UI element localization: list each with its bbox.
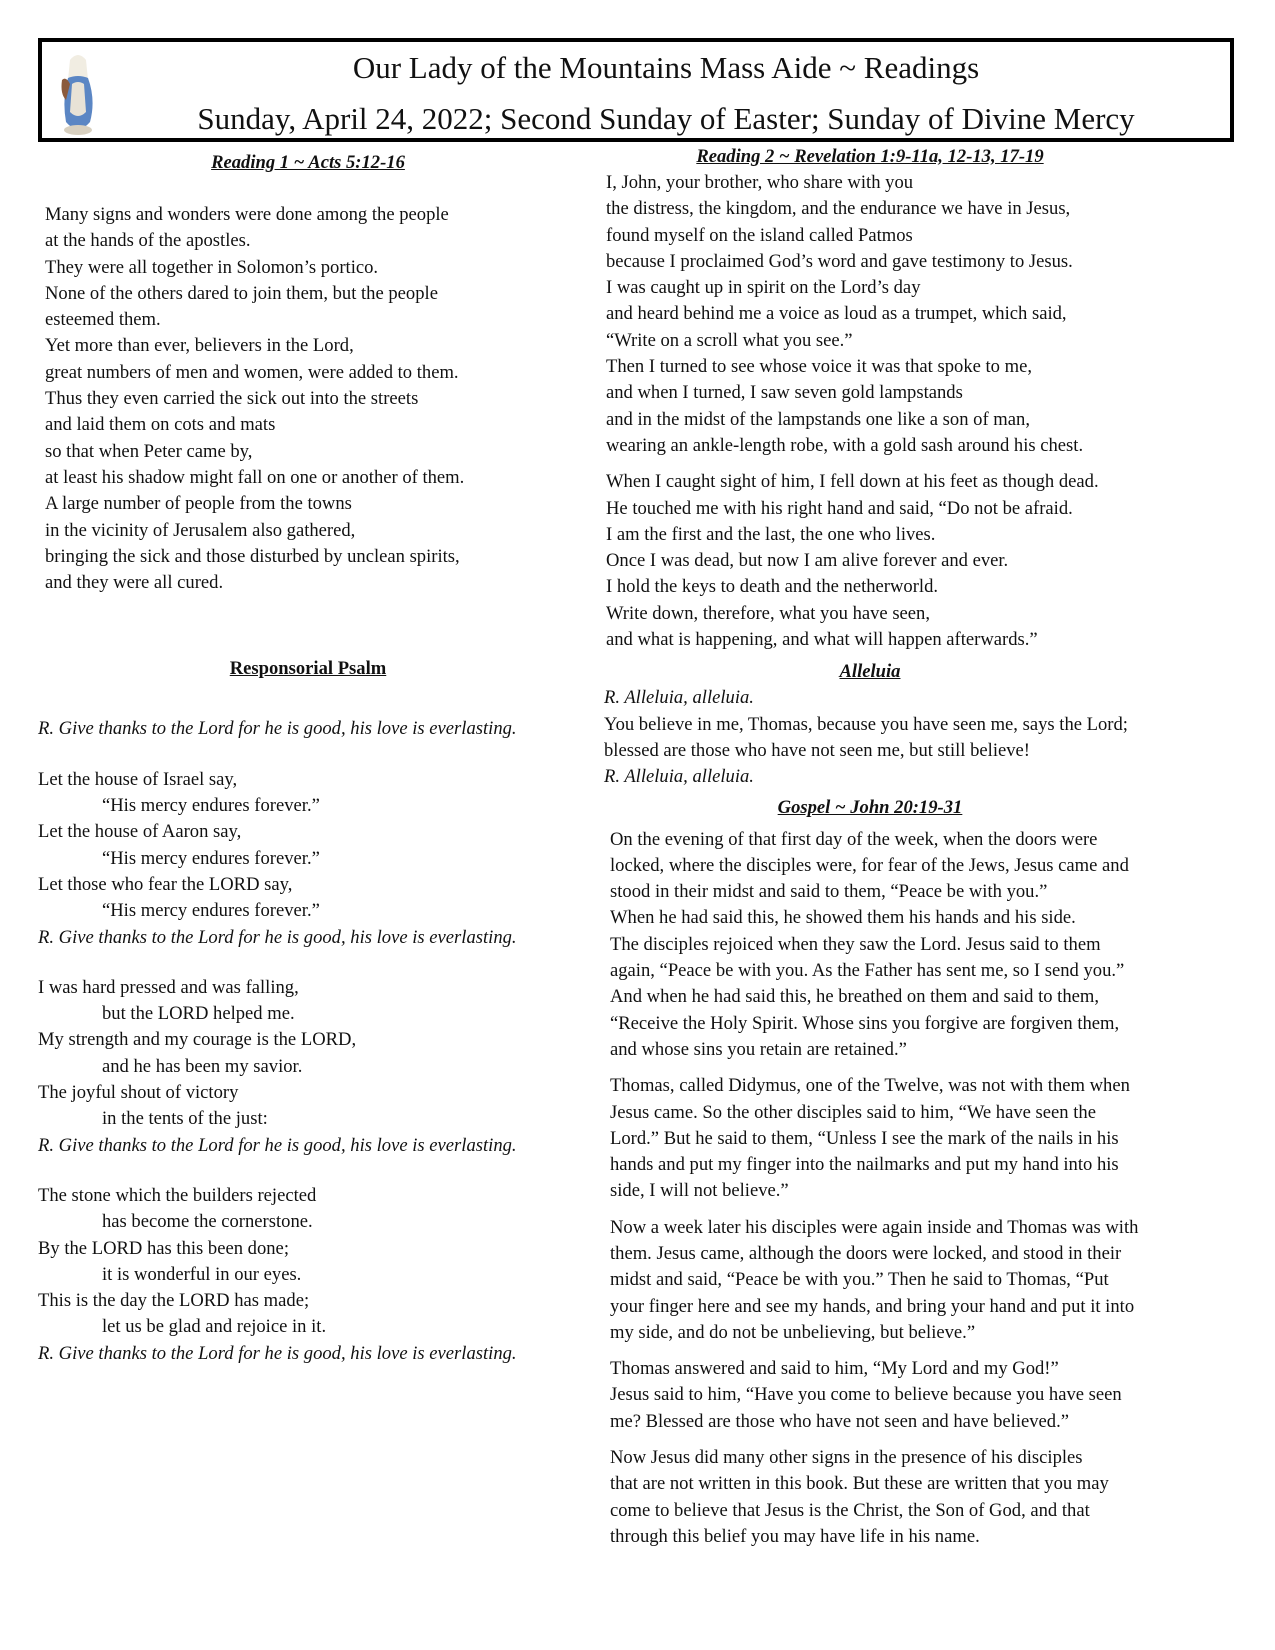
text-line: esteemed them.: [45, 309, 161, 331]
text-line: locked, where the disciples were, for fear of the Jews, Jesus came and: [610, 854, 1129, 876]
psalm-line: By the LORD has this been done;: [38, 1237, 289, 1259]
text-line: blessed are those who have not seen me, but still believe!: [604, 739, 1030, 761]
header-subtitle: Sunday, April 24, 2022; Second Sunday of Easter; Sunday of Divine Mercy: [197, 101, 1135, 136]
psalm-stanza-2: [38, 975, 598, 1133]
text-line: side, I will not believe.”: [610, 1180, 789, 1202]
text-line: On the evening of that first day of the week, when the doors were: [610, 828, 1098, 850]
psalm-line: and he has been my savior.: [102, 1055, 303, 1077]
text-line: They were all together in Solomon’s portico.: [45, 256, 379, 278]
text-line: When he had said this, he showed them his hands and his side.: [610, 907, 1076, 929]
text-line: hands and put my finger into the nailmarks and put my hand into his: [610, 1154, 1119, 1176]
text-line: “Receive the Holy Spirit. Whose sins you forgive are forgiven them,: [610, 1012, 1120, 1034]
psalm-line: in the tents of the just:: [102, 1108, 268, 1130]
text-line: because I proclaimed God’s word and gave testimony to Jesus.: [606, 250, 1073, 272]
text-line: and when I turned, I saw seven gold lampstands: [606, 382, 963, 404]
text-line: so that when Peter came by,: [45, 440, 253, 462]
text-line: Jesus came. So the other disciples said to him, “We have seen the: [610, 1101, 1096, 1123]
psalm-line: “His mercy endures forever.”: [102, 847, 320, 869]
text-line: A large number of people from the towns: [45, 493, 352, 515]
text-line: and what is happening, and what will happen afterwards.”: [606, 629, 1038, 651]
text-line: your finger here and see my hands, and bring your hand and put it into: [610, 1295, 1135, 1317]
header-title: Our Lady of the Mountains Mass Aide ~ Readings: [352, 50, 980, 85]
text-line: at least his shadow might fall on one or another of them.: [45, 466, 465, 488]
text-line: I am the first and the last, the one who lives.: [606, 523, 936, 545]
text-line: at the hands of the apostles.: [45, 230, 251, 252]
psalm-response: R. Give thanks to the Lord for he is good, his love is everlasting.: [38, 718, 517, 740]
reading2-paragraph-1: [606, 170, 1210, 459]
psalm-stanza-3: [38, 1183, 598, 1341]
reading2-heading: Reading 2 ~ Revelation 1:9-11a, 12-13, 17-19: [696, 146, 1044, 167]
text-line: Thus they even carried the sick out into the streets: [45, 388, 419, 410]
text-line: me? Blessed are those who have not seen and have believed.”: [610, 1410, 1069, 1432]
text-line: stood in their midst and said to them, “Peace be with you.”: [610, 881, 1048, 903]
reading1-text: [38, 202, 598, 596]
text-line: and whose sins you retain are retained.”: [610, 1038, 907, 1060]
psalm-stanza-1: [38, 767, 598, 925]
alleluia-verse: [604, 712, 1210, 765]
alleluia-heading: Alleluia: [839, 661, 901, 683]
text-line: Now Jesus did many other signs in the presence of his disciples: [610, 1447, 1083, 1469]
psalm-line: “His mercy endures forever.”: [102, 900, 320, 922]
psalm-line: Let the house of Israel say,: [38, 768, 238, 790]
text-line: Thomas answered and said to him, “My Lord and my God!”: [610, 1358, 1059, 1380]
text-line: None of the others dared to join them, but the people: [45, 282, 438, 304]
text-line: Many signs and wonders were done among the people: [45, 204, 449, 225]
text-line: and heard behind me a voice as loud as a trumpet, which said,: [606, 303, 1067, 325]
text-line: And when he had said this, he breathed on them and said to them,: [610, 986, 1100, 1008]
text-line: Yet more than ever, believers in the Lord,: [45, 335, 354, 357]
text-line: Thomas, called Didymus, one of the Twelve, was not with them when: [610, 1075, 1130, 1097]
psalm-line: “His mercy endures forever.”: [102, 795, 320, 817]
virgin-mary-logo: [56, 50, 100, 138]
text-line: found myself on the island called Patmos: [606, 224, 913, 246]
psalm-response: R. Give thanks to the Lord for he is good, his love is everlasting.: [38, 1134, 517, 1156]
text-line: The disciples rejoiced when they saw the Lord. Jesus said to them: [610, 933, 1101, 955]
text-line: When I caught sight of him, I fell down at his feet as though dead.: [606, 471, 1099, 493]
text-line: in the vicinity of Jerusalem also gathered,: [45, 519, 356, 541]
psalm-line: I was hard pressed and was falling,: [38, 976, 299, 998]
left-column: [38, 150, 598, 1367]
psalm-line: has become the cornerstone.: [102, 1211, 313, 1233]
text-line: He touched me with his right hand and said, “Do not be afraid.: [606, 497, 1073, 519]
right-column: [604, 144, 1210, 1550]
page-header: [38, 38, 1234, 142]
psalm-response: R. Give thanks to the Lord for he is good, his love is everlasting.: [38, 926, 517, 948]
psalm-line: The joyful shout of victory: [38, 1082, 239, 1104]
text-line: Lord.” But he said to them, “Unless I see the mark of the nails in his: [610, 1127, 1119, 1149]
text-line: the distress, the kingdom, and the endurance we have in Jesus,: [606, 198, 1071, 220]
text-line: and in the midst of the lampstands one like a son of man,: [606, 408, 1030, 430]
psalm-line: My strength and my courage is the LORD,: [38, 1029, 357, 1051]
text-line: Once I was dead, but now I am alive forever and ever.: [606, 550, 1009, 572]
text-line: midst and said, “Peace be with you.” Then he said to Thomas, “Put: [610, 1269, 1109, 1291]
psalm-line: Let the house of Aaron say,: [38, 821, 242, 843]
text-line: I was caught up in spirit on the Lord’s day: [606, 277, 921, 299]
text-line: that are not written in this book. But these are written that you may: [610, 1473, 1109, 1495]
reading1-heading: Reading 1 ~ Acts 5:12-16: [211, 152, 405, 173]
psalm-line: Let those who fear the LORD say,: [38, 873, 293, 895]
text-line: and laid them on cots and mats: [45, 414, 276, 436]
text-line: great numbers of men and women, were added to them.: [45, 361, 459, 383]
text-line: wearing an ankle-length robe, with a gold sash around his chest.: [606, 434, 1084, 456]
text-line: come to believe that Jesus is the Christ, the Son of God, and that: [610, 1499, 1090, 1521]
psalm-line: let us be glad and rejoice in it.: [102, 1316, 327, 1338]
gospel-paragraph-5: [610, 1445, 1210, 1550]
gospel-paragraph-2: [610, 1073, 1210, 1204]
alleluia-response: R. Alleluia, alleluia.: [604, 766, 754, 788]
text-line: You believe in me, Thomas, because you have seen me, says the Lord;: [604, 713, 1128, 735]
reading2-paragraph-2: [606, 469, 1210, 653]
text-line: through this belief you may have life in his name.: [610, 1525, 980, 1547]
text-line: Jesus said to him, “Have you come to believe because you have seen: [610, 1384, 1122, 1406]
text-line: I, John, your brother, who share with you: [606, 172, 914, 193]
gospel-paragraph-1: [610, 827, 1210, 1064]
text-line: again, “Peace be with you. As the Father has sent me, so I send you.”: [610, 960, 1125, 982]
text-line: I hold the keys to death and the netherworld.: [606, 576, 939, 598]
gospel-paragraph-3: [610, 1215, 1210, 1346]
alleluia-response: R. Alleluia, alleluia.: [604, 687, 754, 709]
text-line: them. Jesus came, although the doors were locked, and stood in their: [610, 1242, 1122, 1264]
psalm-line: it is wonderful in our eyes.: [102, 1263, 302, 1285]
text-line: bringing the sick and those disturbed by unclean spirits,: [45, 545, 460, 567]
psalm-response: R. Give thanks to the Lord for he is good, his love is everlasting.: [38, 1342, 517, 1364]
psalm-line: This is the day the LORD has made;: [38, 1290, 310, 1312]
gospel-heading: Gospel ~ John 20:19-31: [777, 796, 963, 818]
psalm-line: but the LORD helped me.: [102, 1003, 295, 1025]
psalm-heading: Responsorial Psalm: [229, 658, 387, 680]
gospel-paragraph-4: [610, 1356, 1210, 1435]
text-line: Write down, therefore, what you have seen,: [606, 602, 931, 624]
text-line: Now a week later his disciples were again inside and Thomas was with: [610, 1216, 1139, 1238]
text-line: and they were all cured.: [45, 572, 224, 594]
text-line: “Write on a scroll what you see.”: [606, 329, 853, 351]
text-line: Then I turned to see whose voice it was that spoke to me,: [606, 356, 1032, 378]
text-line: my side, and do not be unbelieving, but believe.”: [610, 1321, 976, 1343]
psalm-line: The stone which the builders rejected: [38, 1184, 317, 1206]
